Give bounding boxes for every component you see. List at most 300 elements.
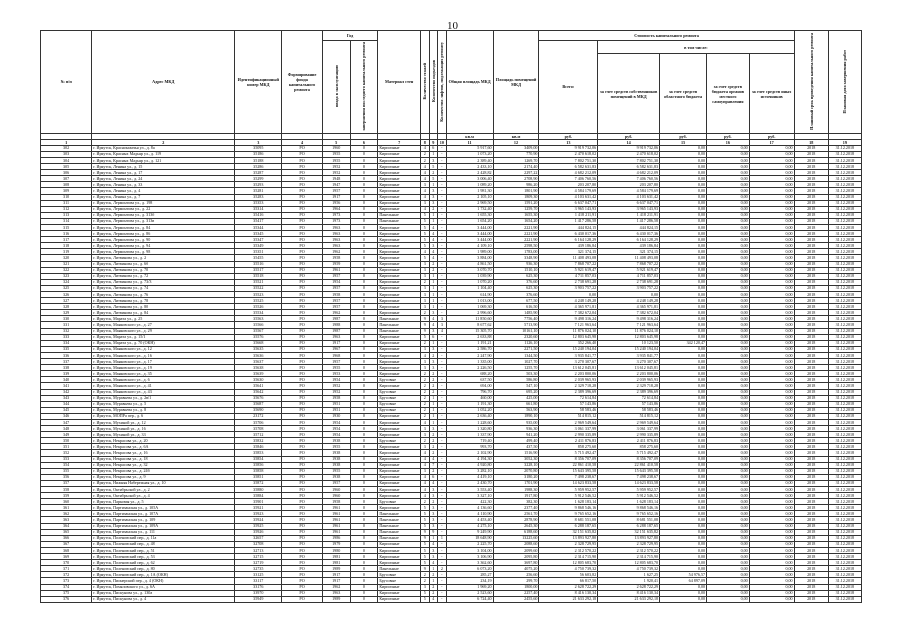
cell-total-area: 2 969,50 (446, 200, 493, 206)
cell-plan-end: 31.12.2018 (828, 298, 861, 304)
cell-cost-local: 0,00 (707, 523, 750, 529)
cell-floors: 9 (421, 535, 430, 541)
cell-year-last-repair: 0 (350, 450, 378, 456)
cell-cost-local: 0,00 (707, 255, 750, 261)
cell-num: 371 (41, 566, 92, 572)
cell-elevators: - (438, 279, 447, 285)
cell-total-area: 2 102,90 (446, 450, 493, 456)
cell-num: 328 (41, 304, 92, 310)
cell-cost-local: 0,00 (707, 164, 750, 170)
cell-num: 318 (41, 243, 92, 249)
cell-id: 35668 (235, 340, 282, 346)
cell-fund: РО (282, 480, 323, 486)
column-number: 19 (828, 139, 861, 145)
cell-elevators: - (438, 578, 447, 584)
cell-cost-owners: 9 919 732,06 (598, 145, 660, 151)
cell-address: г. Иркутск, Поленовский пер., д. 1А (ОКН) (92, 572, 235, 578)
cell-entrances: 3 (429, 200, 438, 206)
cell-year-last-repair: 0 (350, 261, 378, 267)
cell-elevators: 1 (438, 535, 447, 541)
cell-cost-other: 0,00 (749, 365, 794, 371)
cell-year-last-repair: 0 (350, 462, 378, 468)
cell-year-commission: 1981 (322, 554, 350, 560)
cell-plan-end: 31.12.2018 (828, 474, 861, 480)
cell-id: 35708 (235, 426, 282, 432)
cell-elevators: - (438, 596, 447, 602)
cell-cost-region: 0,00 (660, 407, 707, 413)
cell-total-area: 1 069,30 (446, 304, 493, 310)
cell-cost-total: 6 582 631,83 (539, 164, 598, 170)
cell-floors: 3 (421, 273, 430, 279)
cell-elevators: - (438, 304, 447, 310)
cell-year-commission: 1973 (322, 212, 350, 218)
cell-id: 35636 (235, 352, 282, 358)
cell-premises-area: 935,00 (493, 419, 539, 425)
cell-cost-local: 0,00 (707, 584, 750, 590)
cell-entrances: 2 (429, 499, 438, 505)
cell-cost-region: 0,00 (660, 596, 707, 602)
cell-fund: РО (282, 224, 323, 230)
cell-year-commission: 1938 (322, 456, 350, 462)
cell-year-commission: 1952 (322, 389, 350, 395)
cell-premises-area: 503,30 (493, 371, 539, 377)
cell-year-commission: 1961 (322, 511, 350, 517)
unit-total-area: кв.м (446, 133, 493, 139)
cell-total-area: 1 073,20 (446, 151, 493, 157)
cell-floors: 3 (421, 365, 430, 371)
cell-year-last-repair: 0 (350, 480, 378, 486)
cell-floors: 9 (421, 316, 430, 322)
cell-plan-end: 31.12.2018 (828, 231, 861, 237)
cell-total-area: 2 586,70 (446, 346, 493, 352)
cell-floors: 5 (421, 596, 430, 602)
cell-address: г. Иркутск, Лермонтова ул., д. 98 (92, 249, 235, 255)
cell-year-last-repair: 0 (350, 194, 378, 200)
cell-plan-end: 31.12.2018 (828, 572, 861, 578)
cell-plan-start: 2018 (794, 566, 828, 572)
cell-num: 336 (41, 352, 92, 358)
cell-plan-end: 31.12.2018 (828, 292, 861, 298)
cell-cost-region: 0,00 (660, 505, 707, 511)
cell-premises-area: 1890,10 (493, 413, 539, 419)
cell-num: 312 (41, 206, 92, 212)
cell-premises-area: 382,30 (493, 499, 539, 505)
header-year: Год (322, 31, 378, 41)
cell-year-commission: 1961 (322, 517, 350, 523)
cell-fund: РО (282, 407, 323, 413)
cell-cost-owners: 4 750 739,32 (598, 566, 660, 572)
cell-year-commission: 1955 (322, 444, 350, 450)
cell-elevators: - (438, 292, 447, 298)
cell-wall: Кирпичные (378, 267, 421, 273)
cell-num: 343 (41, 395, 92, 401)
cell-elevators: - (438, 176, 447, 182)
cell-year-commission: 1962 (322, 249, 350, 255)
cell-plan-start: 2018 (794, 218, 828, 224)
cell-wall: Панельные (378, 566, 421, 572)
cell-wall: Панельные (378, 535, 421, 541)
cell-cost-owners: 2 314 715,90 (598, 554, 660, 560)
cell-cost-total: 7 121 963,64 (539, 322, 598, 328)
cell-year-commission: 1938 (322, 450, 350, 456)
cell-year-commission: 1952 (322, 170, 350, 176)
cell-premises-area: 2320,60 (493, 334, 539, 340)
cell-floors: 3 (421, 267, 430, 273)
cell-cost-total: 4 750 739,32 (539, 566, 598, 572)
cell-plan-end: 31.12.2018 (828, 554, 861, 560)
cell-year-last-repair: 0 (350, 334, 378, 340)
cell-floors: 4 (421, 450, 430, 456)
cell-elevators: - (438, 255, 447, 261)
cell-fund: РО (282, 237, 323, 243)
cell-plan-start: 2018 (794, 237, 828, 243)
cell-premises-area: 376,60 (493, 292, 539, 298)
cell-year-commission: 1956 (322, 200, 350, 206)
cell-address: г. Иркутск, Литвинова ул., д. 2 (92, 255, 235, 261)
cell-cost-total: 6 430 017,36 (539, 231, 598, 237)
cell-fund: РО (282, 468, 323, 474)
cell-plan-end: 31.12.2018 (828, 529, 861, 535)
cell-plan-end: 31.12.2018 (828, 383, 861, 389)
cell-plan-end: 31.12.2018 (828, 389, 861, 395)
cell-year-commission: 1955 (322, 151, 350, 157)
cell-cost-owners: 7 498 238,67 (598, 474, 660, 480)
cell-cost-total: 8 356 707,09 (539, 456, 598, 462)
column-number: 11 (446, 139, 493, 145)
cell-year-last-repair: 0 (350, 584, 378, 590)
cell-plan-start: 2018 (794, 401, 828, 407)
header-entrances: Количество подъездов (429, 31, 438, 134)
cell-premises-area: 2099,60 (493, 547, 539, 553)
cell-cost-total: 15 240 194,04 (539, 346, 598, 352)
cell-elevators: - (438, 499, 447, 505)
cell-total-area: 1 335,00 (446, 359, 493, 365)
cell-wall: Кирпичные (378, 487, 421, 493)
cell-total-area: 1 320,80 (446, 426, 493, 432)
cell-plan-start: 2018 (794, 188, 828, 194)
cell-wall: Кирпичные (378, 596, 421, 602)
cell-cost-local: 0,00 (707, 328, 750, 334)
cell-cost-local: 0,00 (707, 316, 750, 322)
cell-cost-local: 0,00 (707, 419, 750, 425)
cell-entrances: 1 (429, 151, 438, 157)
cell-elevators: - (438, 359, 447, 365)
column-number: 12 (493, 139, 539, 145)
cell-fund: РО (282, 164, 323, 170)
cell-cost-region: 0,00 (660, 584, 707, 590)
cell-id: 35642 (235, 389, 282, 395)
cell-year-last-repair: 0 (350, 352, 378, 358)
cell-cost-total: 321 374,15 (539, 249, 598, 255)
cell-fund: РО (282, 194, 323, 200)
cell-cost-other: 0,00 (749, 164, 794, 170)
cell-year-commission: 1957 (322, 480, 350, 486)
cell-plan-end: 31.12.2018 (828, 164, 861, 170)
cell-cost-region: 0,00 (660, 419, 707, 425)
cell-plan-start: 2018 (794, 352, 828, 358)
cell-elevators: - (438, 224, 447, 230)
cell-cost-other: 0,00 (749, 450, 794, 456)
cell-wall: Кирпичные (378, 237, 421, 243)
cell-floors: 2 (421, 578, 430, 584)
table-header (41, 31, 862, 146)
cell-cost-region: 0,00 (660, 261, 707, 267)
cell-cost-total: 4 248 149,28 (539, 298, 598, 304)
cell-plan-end: 31.12.2018 (828, 505, 861, 511)
cell-floors: 2 (421, 371, 430, 377)
cell-address: г. Иркутск, Помяловского ул., д. 6А (92, 584, 235, 590)
cell-floors: 3 (421, 346, 430, 352)
cell-num: 311 (41, 200, 92, 206)
cell-fund: РО (282, 590, 323, 596)
cell-year-commission: 1952 (322, 164, 350, 170)
cell-cost-region: 0,00 (660, 432, 707, 438)
cell-cost-other: 0,00 (749, 298, 794, 304)
cell-entrances: 4 (429, 480, 438, 486)
cell-wall: Кирпичные (378, 444, 421, 450)
cell-address: г. Иркутск, Ленина ул., д. 15 (92, 164, 235, 170)
cell-id: 35832 (235, 438, 282, 444)
cell-cost-owners: 5 715 492,47 (598, 450, 660, 456)
cell-floors: 5 (421, 554, 430, 560)
cell-entrances: 1 (429, 218, 438, 224)
cell-cost-other: 0,00 (749, 462, 794, 468)
cell-cost-region: 0,00 (660, 529, 707, 535)
cell-total-area: 3 362,60 (446, 560, 493, 566)
cell-plan-start: 2018 (794, 474, 828, 480)
cell-fund: РО (282, 365, 323, 371)
cell-wall: Кирпичные (378, 304, 421, 310)
cell-year-commission: 1955 (322, 365, 350, 371)
cell-cost-other: 0,00 (749, 224, 794, 230)
cell-cost-other: 0,00 (749, 273, 794, 279)
cell-year-commission: 1960 (322, 145, 350, 151)
cell-wall: Кирпичные (378, 346, 421, 352)
cell-id: 35416 (235, 212, 282, 218)
cell-id: 35576 (235, 334, 282, 340)
cell-year-last-repair: 0 (350, 377, 378, 383)
cell-year-commission: 1954 (322, 426, 350, 432)
cell-cost-local: 0,00 (707, 182, 750, 188)
cell-floors: 4 (421, 462, 430, 468)
cell-address: г. Иркутск, Лермонтова ул., д. 198 (92, 200, 235, 206)
cell-cost-local: 0,00 (707, 200, 750, 206)
cell-cost-owners: 72 614,84 (598, 395, 660, 401)
cell-id: 35521 (235, 279, 282, 285)
cell-floors: 5 (421, 547, 430, 553)
cell-plan-end: 31.12.2018 (828, 182, 861, 188)
cell-cost-other: 0,00 (749, 572, 794, 578)
cell-id: 35281 (235, 188, 282, 194)
cell-elevators: - (438, 218, 447, 224)
cell-total-area: 3 006,40 (446, 176, 493, 182)
cell-entrances: 2 (429, 371, 438, 377)
cell-cost-total: 72 614,84 (539, 395, 598, 401)
cell-num: 374 (41, 584, 92, 590)
cell-id: 35353 (235, 200, 282, 206)
cell-year-commission: 1962 (322, 584, 350, 590)
cell-wall: Кирпичные (378, 182, 421, 188)
cell-cost-total: 444 824,15 (539, 224, 598, 230)
cell-plan-end: 31.12.2018 (828, 145, 861, 151)
cell-cost-other: 0,00 (749, 407, 794, 413)
cell-cost-owners: 0,00 (598, 292, 660, 298)
cell-wall: Панельные (378, 523, 421, 529)
cell-year-last-repair: 0 (350, 541, 378, 547)
cell-fund: РО (282, 505, 323, 511)
cell-floors: 4 (421, 474, 430, 480)
cell-fund: РО (282, 249, 323, 255)
cell-entrances: 3 (429, 517, 438, 523)
cell-plan-start: 2018 (794, 292, 828, 298)
cell-cost-other: 0,00 (749, 157, 794, 163)
cell-year-commission: 1957 (322, 304, 350, 310)
cell-premises-area: 2221,90 (493, 231, 539, 237)
cell-year-commission: 1973 (322, 218, 350, 224)
cell-entrances: 4 (429, 560, 438, 566)
cell-year-commission: 1963 (322, 590, 350, 596)
cell-plan-end: 31.12.2018 (828, 419, 861, 425)
cell-plan-end: 31.12.2018 (828, 413, 861, 419)
cell-total-area: 6 724,40 (446, 596, 493, 602)
cell-fund: РО (282, 273, 323, 279)
cell-cost-other: 0,00 (749, 170, 794, 176)
cell-floors: 9 (421, 328, 430, 334)
cell-cost-total: 7 802 751,30 (539, 157, 598, 163)
cell-wall: Кирпичные (378, 474, 421, 480)
cell-cost-owners: 5 912 546,52 (598, 493, 660, 499)
cell-year-last-repair: 0 (350, 224, 378, 230)
cell-floors: 2 (421, 438, 430, 444)
cell-cost-region: 0,00 (660, 218, 707, 224)
cell-cost-region: 0,00 (660, 365, 707, 371)
cell-wall: Кирпичные (378, 505, 421, 511)
cell-elevators: - (438, 560, 447, 566)
cell-plan-start: 2018 (794, 322, 828, 328)
cell-cost-other: 0,00 (749, 194, 794, 200)
cell-wall: Панельные (378, 218, 421, 224)
cell-plan-start: 2018 (794, 151, 828, 157)
cell-address: г. Иркутск, Лермонтова ул., д. 313б (92, 212, 235, 218)
column-number: 10 (438, 139, 447, 145)
cell-cost-total: 6 288 187,65 (539, 523, 598, 529)
cell-id: 35856 (235, 462, 282, 468)
cell-cost-total: 5 921 619,47 (539, 267, 598, 273)
cell-elevators: - (438, 541, 447, 547)
cell-total-area: 3 106,90 (446, 554, 493, 560)
cell-elevators: - (438, 389, 447, 395)
cell-cost-local: 0,00 (707, 413, 750, 419)
cell-premises-area: 437,50 (493, 444, 539, 450)
cell-plan-start: 2018 (794, 444, 828, 450)
cell-id: 35349 (235, 243, 282, 249)
cell-cost-region: 0,00 (660, 352, 707, 358)
cell-elevators: - (438, 273, 447, 279)
cell-plan-end: 31.12.2018 (828, 310, 861, 316)
cell-year-commission: 1951 (322, 407, 350, 413)
cell-elevators: - (438, 523, 447, 529)
cell-cost-total: 56 603,82 (539, 572, 598, 578)
cell-address: г. Иркутск, Маяковского ул., д. 35 (92, 371, 235, 377)
cell-cost-local: 0,00 (707, 340, 750, 346)
cell-floors: 4 (421, 206, 430, 212)
cell-address: г. Иркутск, Партизанская ул., д. 109А (92, 523, 235, 529)
cell-premises-area: 563,90 (493, 407, 539, 413)
cell-year-commission: 1957 (322, 188, 350, 194)
cell-fund: РО (282, 383, 323, 389)
column-number: 9 (429, 139, 438, 145)
cell-premises-area: 2095,80 (493, 554, 539, 560)
cell-plan-start: 2018 (794, 328, 828, 334)
cell-cost-owners: 15 643 395,58 (598, 468, 660, 474)
cell-elevators: - (438, 249, 447, 255)
cell-entrances: 5 (429, 164, 438, 170)
cell-num: 342 (41, 389, 92, 395)
cell-wall: Кирпичные (378, 170, 421, 176)
cell-cost-other: 0,00 (749, 535, 794, 541)
cell-premises-area: 2878,90 (493, 517, 539, 523)
cell-num: 317 (41, 237, 92, 243)
cell-cost-region: 0,00 (660, 164, 707, 170)
cell-total-area: 993,70 (446, 444, 493, 450)
cell-id: 35455 (235, 255, 282, 261)
cell-id: 35637 (235, 359, 282, 365)
cell-wall: Кирпичные (378, 419, 421, 425)
unit-cost-region: руб. (660, 133, 707, 139)
cell-year-commission: 1961 (322, 505, 350, 511)
cell-premises-area: 941,20 (493, 432, 539, 438)
cell-id: 32708 (235, 541, 282, 547)
cell-plan-start: 2018 (794, 596, 828, 602)
cell-elevators: - (438, 243, 447, 249)
cell-elevators: - (438, 554, 447, 560)
cell-cost-owners: 1 418 211,91 (598, 212, 660, 218)
header-year-commission: ввода в эксплуатацию (322, 41, 350, 134)
cell-plan-start: 2018 (794, 334, 828, 340)
cell-plan-start: 2018 (794, 279, 828, 285)
cell-cost-owners: 3 903 757,22 (598, 285, 660, 291)
cell-cost-total: 22 861 410,58 (539, 462, 598, 468)
cell-id: 35283 (235, 194, 282, 200)
cell-plan-end: 31.12.2018 (828, 212, 861, 218)
cell-num: 350 (41, 438, 92, 444)
header-address: Адрес МКД (92, 31, 235, 134)
cell-cost-other: 0,00 (749, 377, 794, 383)
cell-year-commission: 1917 (322, 578, 350, 584)
cell-cost-region: 0,00 (660, 298, 707, 304)
cell-cost-owners: 2 738 691,28 (598, 279, 660, 285)
cell-num: 313 (41, 212, 92, 218)
cell-floors: 2 (421, 389, 430, 395)
column-number: 5 (322, 139, 350, 145)
cell-elevators: - (438, 182, 447, 188)
cell-plan-start: 2018 (794, 206, 828, 212)
cell-cost-owners: 13 612 045,81 (598, 365, 660, 371)
cell-cost-owners: 1 417 286,58 (598, 218, 660, 224)
cell-wall: Кирпичные (378, 584, 421, 590)
cell-plan-start: 2018 (794, 298, 828, 304)
cell-cost-other: 0,00 (749, 389, 794, 395)
cell-wall: Брусовые (378, 389, 421, 395)
cell-total-area: 3 444,00 (446, 237, 493, 243)
cell-year-commission: 1947 (322, 182, 350, 188)
cell-cost-region: 0,00 (660, 310, 707, 316)
cell-plan-start: 2018 (794, 231, 828, 237)
cell-cost-owners: 2 470 618,02 (598, 151, 660, 157)
cell-cost-owners: 6 637 047,71 (598, 200, 660, 206)
cell-fund: РО (282, 298, 323, 304)
cell-plan-start: 2018 (794, 365, 828, 371)
